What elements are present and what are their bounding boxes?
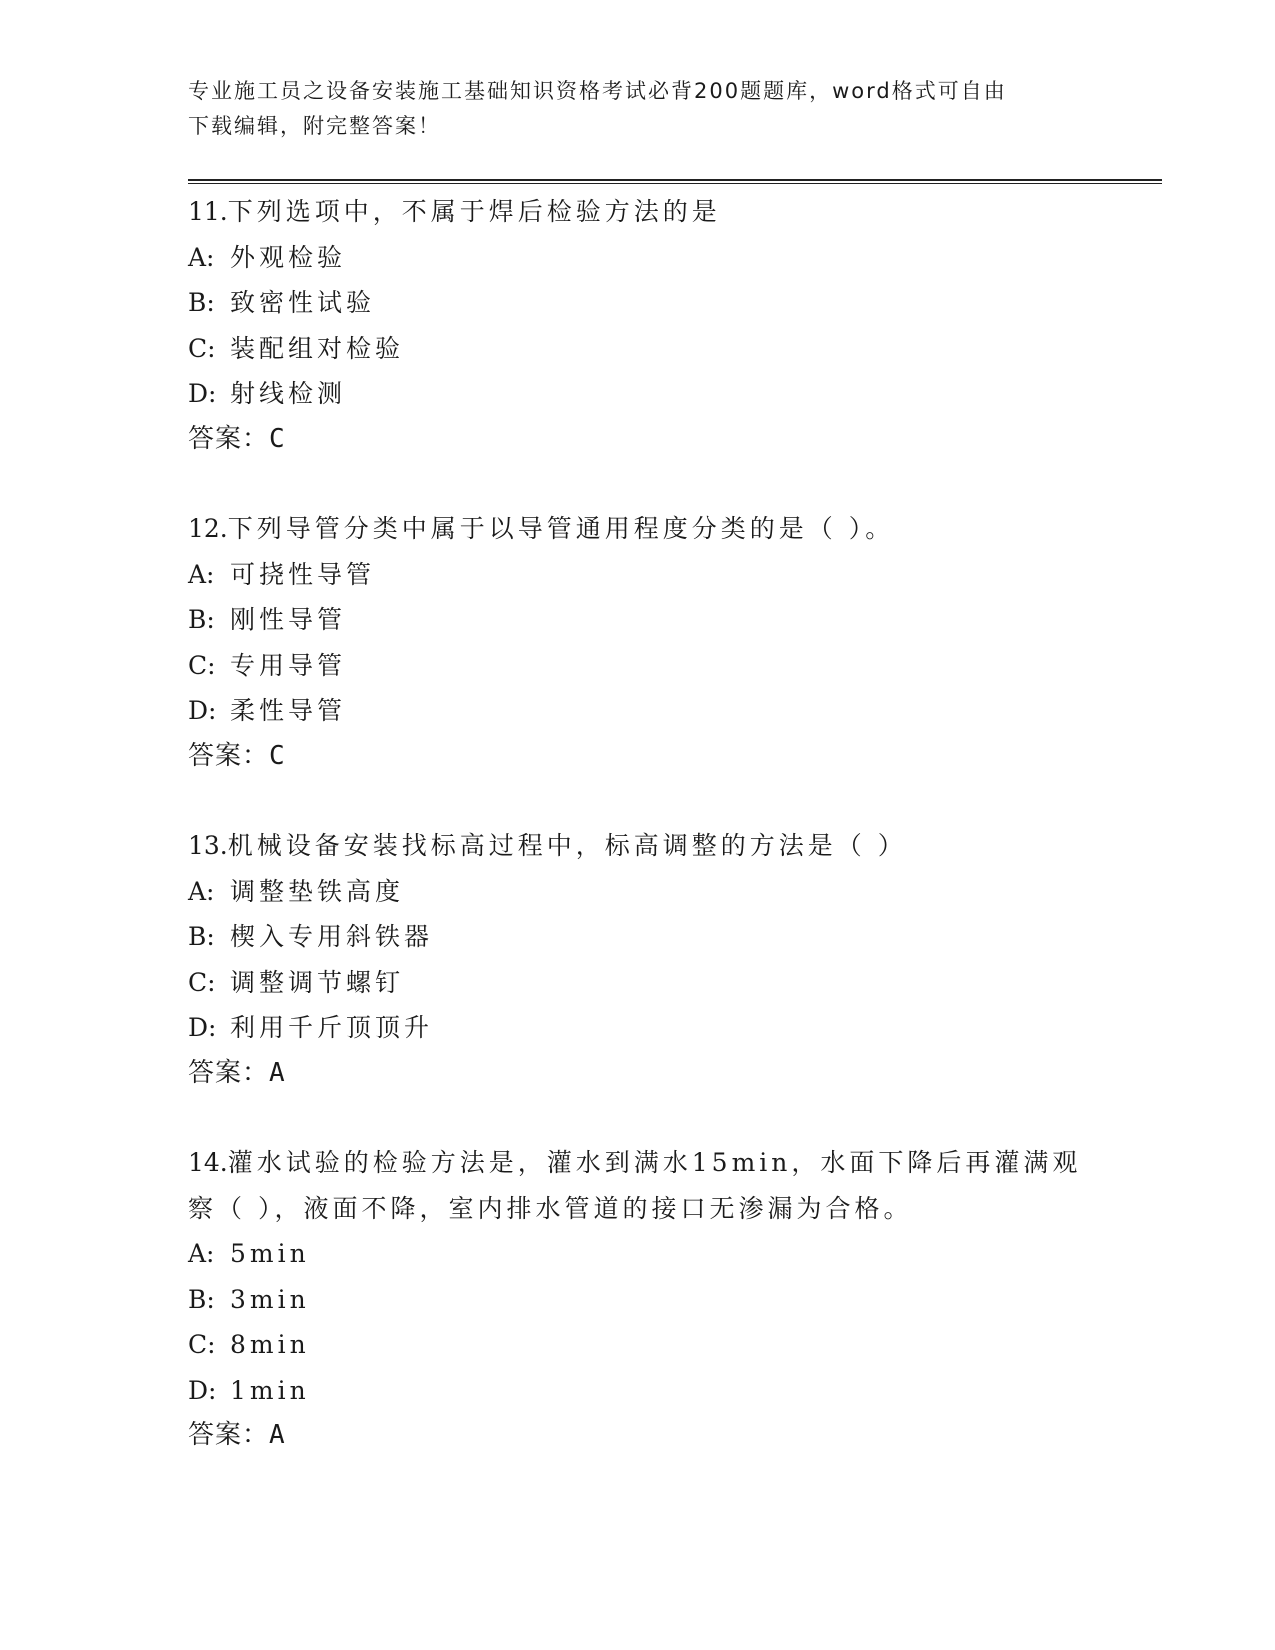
- option-label: D:: [188, 1013, 217, 1042]
- option-b: [188, 914, 1088, 960]
- question-text: 下列选项中，不属于焊后检验方法的是: [227, 197, 721, 226]
- option-text: 专用导管: [230, 650, 347, 680]
- option-label: C:: [188, 650, 216, 680]
- option-text: 3min: [230, 1284, 310, 1314]
- option-d: [188, 371, 1088, 417]
- answer-line: [188, 1413, 1088, 1459]
- option-label: A:: [188, 242, 215, 272]
- question-stem: [188, 823, 1088, 869]
- option-d: [188, 688, 1088, 734]
- answer-value: A: [269, 1057, 286, 1088]
- question-list: [188, 189, 1088, 1503]
- option-text: 调整垫铁高度: [230, 876, 405, 906]
- answer-value: A: [269, 1420, 286, 1450]
- option-text: 利用千斤顶顶升: [230, 1013, 434, 1042]
- header-line-2: 下载编辑，附完整答案！: [188, 114, 441, 138]
- option-c: [188, 326, 1088, 372]
- answer-value: C: [269, 423, 286, 454]
- question-stem: [188, 1140, 1088, 1231]
- question-14: [188, 1140, 1088, 1459]
- option-text: 致密性试验: [230, 288, 376, 317]
- option-b: [188, 597, 1088, 643]
- answer-line: [188, 734, 1088, 780]
- question-text: 下列导管分类中属于以导管通用程度分类的是（ ）。: [227, 514, 895, 543]
- header-divider-thin: [188, 183, 1162, 184]
- option-text: 射线检测: [230, 379, 347, 408]
- question-text: 机械设备安装找标高过程中，标高调整的方法是（ ）: [227, 831, 907, 860]
- option-label: D:: [188, 696, 217, 725]
- answer-line: [188, 417, 1088, 463]
- option-text: 楔入专用斜铁器: [230, 922, 434, 951]
- option-label: C:: [188, 333, 216, 363]
- answer-label: 答案：: [188, 423, 270, 454]
- option-d: [188, 1005, 1088, 1051]
- header-divider-thick: [188, 179, 1162, 181]
- question-11: [188, 189, 1088, 462]
- answer-line: [188, 1051, 1088, 1097]
- question-number: 14.: [188, 1148, 228, 1177]
- option-label: A:: [188, 559, 215, 589]
- option-label: C:: [188, 967, 216, 997]
- option-text: 装配组对检验: [230, 333, 405, 363]
- answer-label: 答案：: [188, 1420, 270, 1450]
- option-c: [188, 1322, 1088, 1368]
- option-text: 8min: [230, 1330, 310, 1359]
- option-a: [188, 869, 1088, 915]
- option-c: [188, 960, 1088, 1006]
- document-header: [188, 74, 1088, 144]
- option-label: D:: [188, 379, 217, 408]
- option-a: [188, 1231, 1088, 1277]
- option-label: D:: [188, 1375, 217, 1405]
- option-label: C:: [188, 1330, 216, 1359]
- question-number: 13.: [188, 831, 228, 860]
- option-text: 5min: [230, 1239, 310, 1268]
- question-number: 11.: [188, 197, 228, 226]
- option-label: B:: [188, 1284, 215, 1314]
- option-c: [188, 643, 1088, 689]
- question-stem: [188, 506, 1088, 552]
- option-label: A:: [188, 876, 215, 906]
- option-a: [188, 235, 1088, 281]
- question-text: 灌水试验的检验方法是，灌水到满水15min，水面下降后再灌满观察（ ），液面不降，室内排水管道的接口无渗漏为合格。: [188, 1148, 1082, 1223]
- question-12: [188, 506, 1088, 779]
- question-13: [188, 823, 1088, 1096]
- option-text: 调整调节螺钉: [230, 967, 405, 997]
- header-line-1: 专业施工员之设备安装施工基础知识资格考试必背200题题库，word格式可自由: [188, 79, 1007, 103]
- question-stem: [188, 189, 1088, 235]
- option-label: B:: [188, 922, 215, 951]
- option-text: 外观检验: [230, 242, 347, 272]
- option-d: [188, 1368, 1088, 1414]
- option-text: 柔性导管: [230, 696, 347, 725]
- option-a: [188, 552, 1088, 598]
- answer-label: 答案：: [188, 1057, 270, 1088]
- option-label: B:: [188, 288, 215, 317]
- option-text: 可挠性导管: [230, 559, 376, 589]
- option-text: 刚性导管: [230, 605, 347, 634]
- question-number: 12.: [188, 514, 228, 543]
- option-label: B:: [188, 605, 215, 634]
- option-b: [188, 280, 1088, 326]
- option-label: A:: [188, 1239, 215, 1268]
- answer-value: C: [269, 740, 286, 771]
- option-b: [188, 1277, 1088, 1323]
- option-text: 1min: [230, 1375, 310, 1405]
- answer-label: 答案：: [188, 740, 270, 771]
